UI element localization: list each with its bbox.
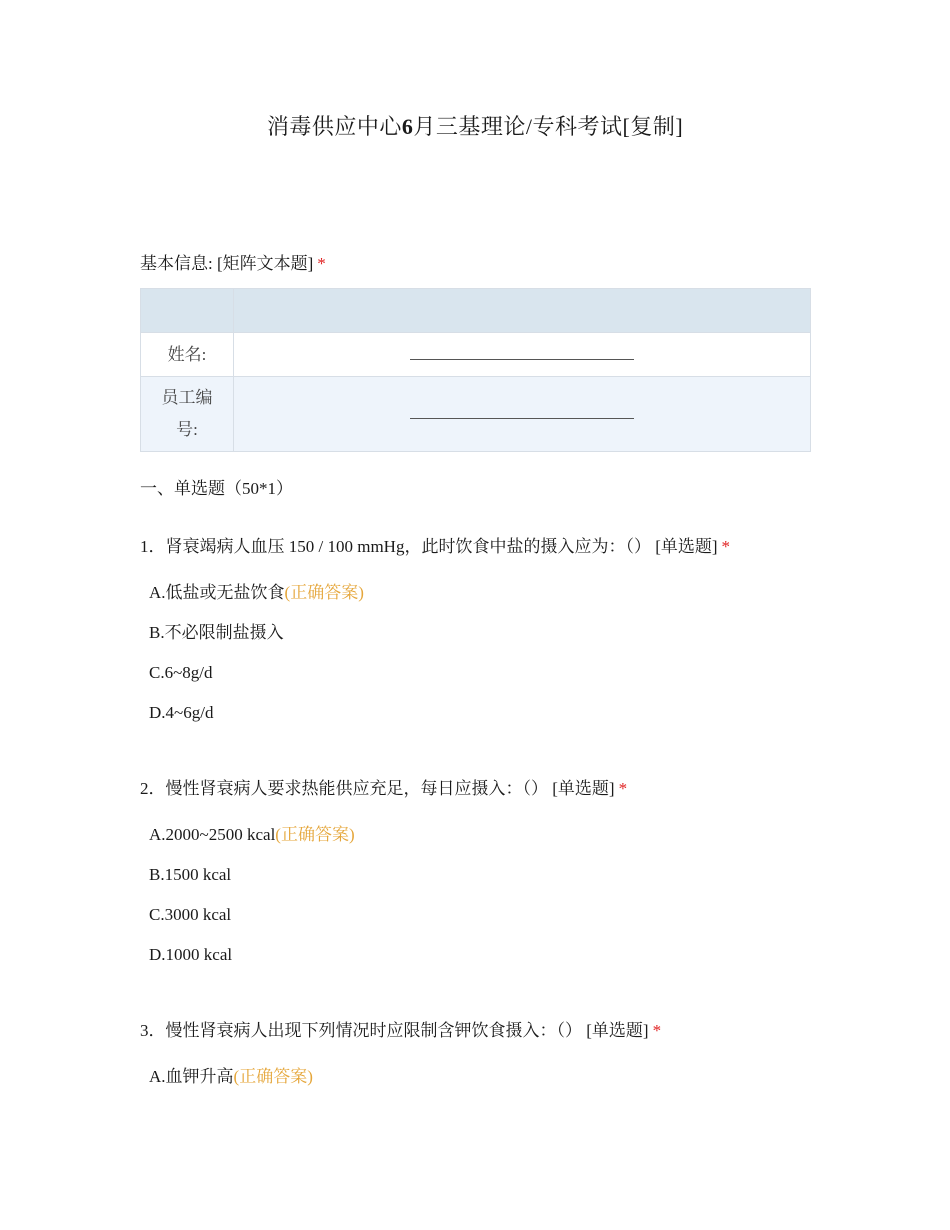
option-text: A.2000~2500 kcal: [149, 825, 276, 844]
matrix-header-cell: [141, 289, 234, 333]
required-mark: *: [652, 1021, 662, 1040]
option-d[interactable]: [149, 943, 355, 983]
required-mark: *: [721, 537, 731, 556]
option-a[interactable]: [149, 1065, 313, 1105]
name-label: 姓名:: [141, 333, 234, 377]
correct-answer-tag: (正确答案): [275, 825, 355, 844]
name-input[interactable]: [234, 333, 811, 377]
matrix-row-name: [141, 333, 811, 377]
required-mark: *: [618, 779, 628, 798]
question-3-options: [149, 1065, 313, 1105]
option-a[interactable]: [149, 581, 364, 621]
option-text: B.1500 kcal: [149, 865, 232, 884]
question-3: [140, 1019, 812, 1043]
question-1: [140, 535, 812, 559]
section-heading: 一、单选题（50*1）: [140, 479, 293, 498]
required-mark: *: [317, 254, 326, 273]
title-suffix: 月三基理论/专科考试[复制]: [413, 114, 684, 139]
question-text: 1．肾衰竭病人血压 150 / 100 mmHg，此时饮食中盐的摄入应为：（） [单选题]: [140, 537, 718, 556]
option-text: A.低盐或无盐饮食: [149, 583, 285, 602]
option-b[interactable]: [149, 621, 364, 661]
option-text: D.4~6g/d: [149, 703, 214, 722]
employee-id-blank-line[interactable]: [410, 404, 634, 419]
option-text: C.3000 kcal: [149, 905, 232, 924]
option-c[interactable]: [149, 903, 355, 943]
option-text: D.1000 kcal: [149, 945, 233, 964]
basic-info-label: [140, 252, 812, 276]
matrix-row-employee-id: [141, 377, 811, 452]
option-text: C.6~8g/d: [149, 663, 213, 682]
matrix-header-cell: [234, 289, 811, 333]
question-1-options: [149, 581, 364, 741]
option-b[interactable]: [149, 863, 355, 903]
employee-id-label-line1: 员工编: [161, 388, 213, 407]
employee-id-label-line2: 号:: [176, 420, 198, 439]
correct-answer-tag: (正确答案): [233, 1067, 313, 1086]
option-a[interactable]: [149, 823, 355, 863]
question-text: 3．慢性肾衰病人出现下列情况时应限制含钾饮食摄入：（） [单选题]: [140, 1021, 649, 1040]
name-blank-line[interactable]: [410, 345, 634, 360]
basic-info-matrix: [140, 288, 811, 452]
option-text: B.不必限制盐摄入: [149, 623, 284, 642]
title-number: 6: [401, 114, 414, 139]
question-2: [140, 777, 812, 801]
option-d[interactable]: [149, 701, 364, 741]
page-title: [0, 112, 950, 142]
question-2-options: [149, 823, 355, 983]
basic-info-text: 基本信息: [矩阵文本题]: [140, 254, 314, 273]
title-prefix: 消毒供应中心: [266, 114, 402, 139]
option-text: A.血钾升高: [149, 1067, 234, 1086]
question-text: 2．慢性肾衰病人要求热能供应充足，每日应摄入：（） [单选题]: [140, 779, 615, 798]
correct-answer-tag: (正确答案): [284, 583, 364, 602]
matrix-header-row: [141, 289, 811, 333]
employee-id-label: [141, 377, 234, 452]
employee-id-input[interactable]: [234, 377, 811, 452]
option-c[interactable]: [149, 661, 364, 701]
